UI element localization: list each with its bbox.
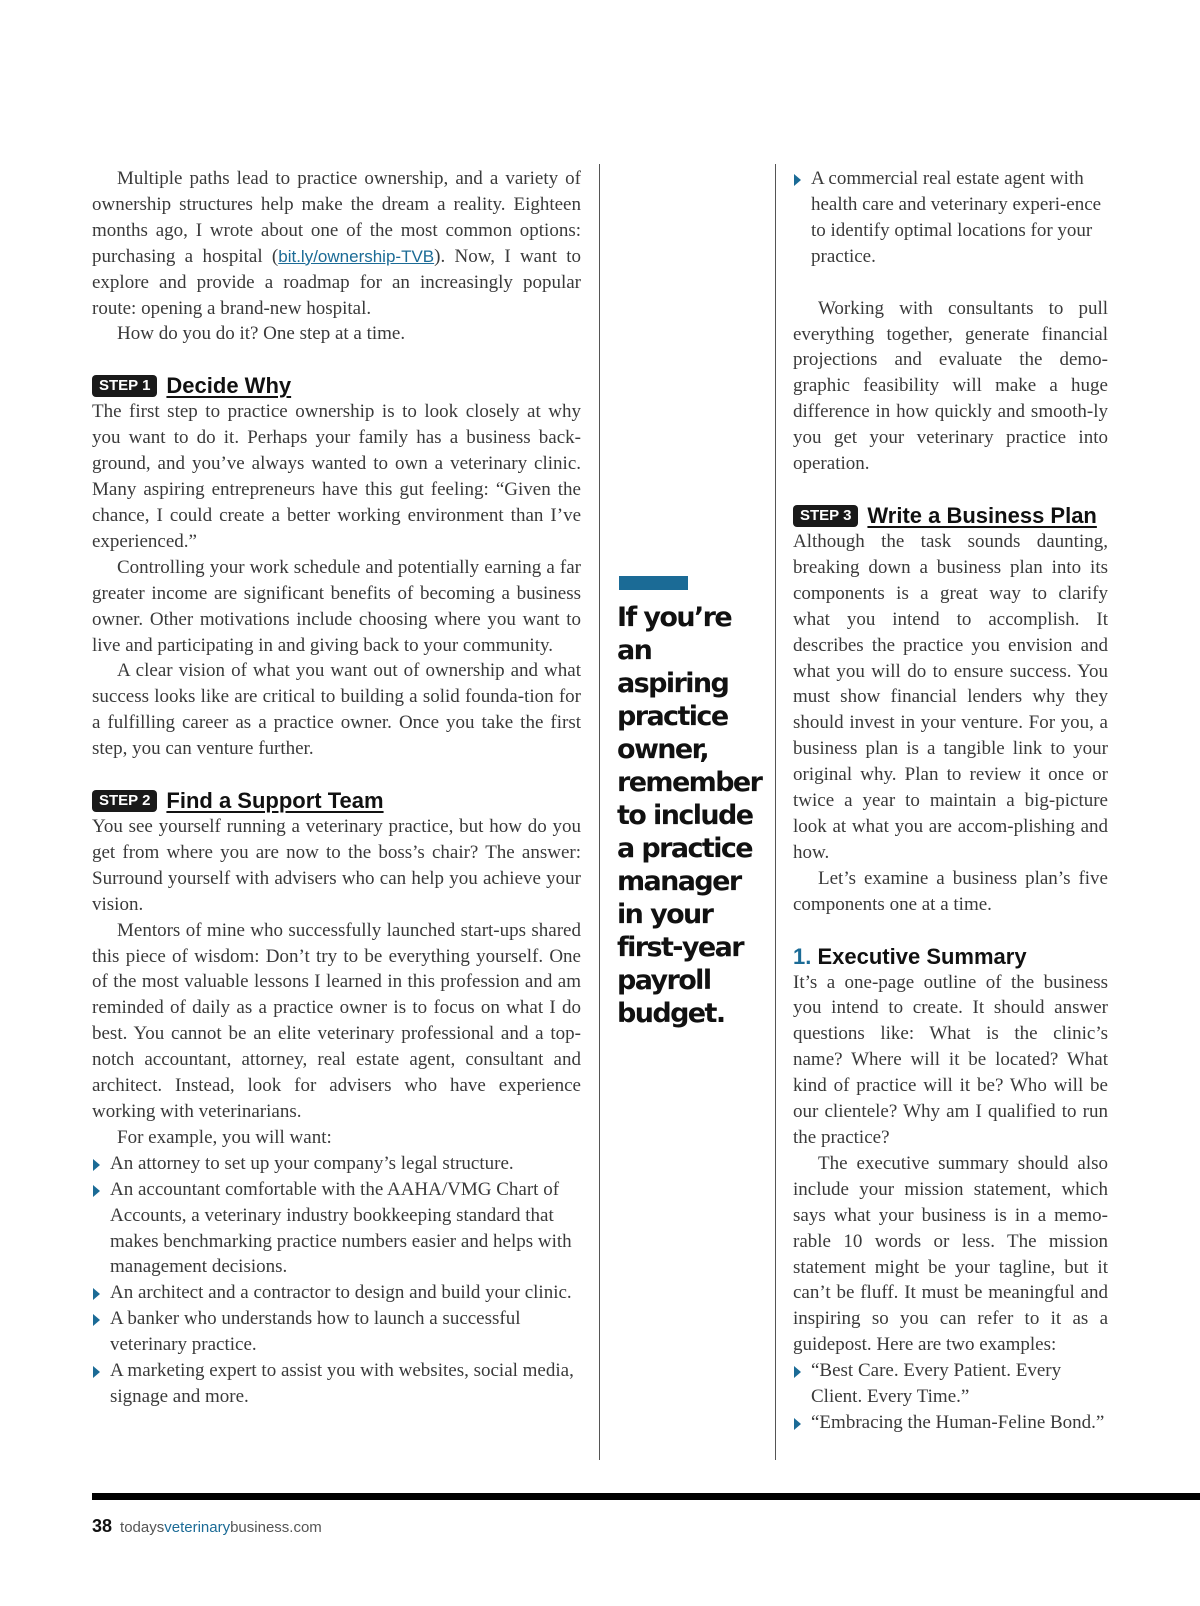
step1-paragraph: Controlling your work schedule and potentially earning a far greater income are significant benefits of becoming a business owner. Other motivations include choosing where you want to live and participating in and giving back to your community. (92, 556, 581, 656)
list-item: A commercial real estate agent with health care and veterinary experi-ence to identify optimal locations for your practice. (793, 166, 1108, 270)
step3-heading (793, 503, 1108, 529)
step2-paragraph: Mentors of mine who successfully launched start-ups shared this piece of wisdom: Don’t try to be everything yourself. One of the most valuable lessons I learned in this profession and am reminded of daily as a practice owner is to focus on what I do best. You cannot be an elite veterinary professional and a top-notch accountant, attorney, real estate agent, consultant and architect. Instead, look for advisers who have experience working with veterinarians. (92, 919, 581, 1122)
step3-badge: STEP 3 (793, 505, 858, 527)
pull-quote: If you’re an aspiring practice owner, remember to include a practice manager in your first-year payroll budget. (617, 602, 762, 1029)
footer (92, 1516, 322, 1537)
list-item: “Embracing the Human-Feline Bond.” (793, 1410, 1108, 1436)
column-divider (775, 164, 776, 1460)
advisers-list (92, 1151, 581, 1410)
executive-summary-heading (793, 944, 1108, 970)
step1-title: Decide Why (166, 373, 292, 399)
footer-rule (92, 1493, 1200, 1500)
list-item: A banker who understands how to launch a successful veterinary practice. (92, 1306, 581, 1358)
left-column (92, 166, 581, 1410)
step1-heading (92, 373, 581, 399)
executive-summary-paragraph: The executive summary should also include your mission statement, which says what your business is in a memo-rable 10 words or less. The mission statement might be your tagline, but it can’t be fluff. It must be meaningful and inspiring so you can refer to it as a guidepost. Here are two examples: (793, 1152, 1108, 1356)
intro-paragraph (92, 166, 581, 321)
pull-quote-bar (619, 576, 688, 590)
list-item: An attorney to set up your company’s legal structure. (92, 1151, 581, 1177)
list-item: An architect and a contractor to design and build your clinic. (92, 1280, 581, 1306)
mission-examples-list (793, 1358, 1108, 1436)
list-item: A marketing expert to assist you with websites, social media, signage and more. (92, 1358, 581, 1410)
site-name-accent: veterinary (164, 1519, 231, 1536)
intro-paragraph-2: How do you do it? One step at a time. (117, 323, 406, 345)
right-column (793, 166, 1108, 1436)
step1-paragraph: A clear vision of what you want out of ownership and what success looks like are critical to building a solid founda-tion for a fulfilling career as a practice owner. Once you take the first step, you can venture further. (92, 660, 581, 760)
advisers-list-continued (793, 166, 1108, 270)
page-number: 38 (92, 1516, 113, 1536)
step1-badge: STEP 1 (92, 375, 157, 397)
step2-title: Find a Support Team (166, 788, 384, 814)
list-item: An accountant comfortable with the AAHA/VMG Chart of Accounts, a veterinary industry bookkeeping standard that makes benchmarking practice numbers easier and helps with management decisions. (92, 1177, 581, 1281)
step3-paragraph: Let’s examine a business plan’s five components one at a time. (793, 867, 1108, 915)
step3-title: Write a Business Plan (867, 503, 1097, 529)
list-item: “Best Care. Every Patient. Every Client. Every Time.” (793, 1358, 1108, 1410)
step2-heading (92, 788, 581, 814)
step2-paragraph: You see yourself running a veterinary practice, but how do you get from where you are now to the boss’s chair? The answer: Surround yourself with advisers who can help you achieve your vision. (92, 816, 581, 915)
step2-badge: STEP 2 (92, 790, 157, 812)
executive-summary-title: Executive Summary (817, 943, 1027, 969)
executive-summary-number: 1. (793, 943, 812, 969)
ownership-link[interactable]: bit.ly/ownership-TVB (278, 246, 435, 266)
executive-summary-paragraph: It’s a one-page outline of the business you intend to create. It should answer questions like: What is the clinic’s name? Where will it be located? What kind of practice will it be? Who will be our clientele? Why am I qualified to run the practice? (793, 971, 1108, 1148)
consultants-paragraph: Working with consultants to pull everything together, generate financial projections and evaluate the demo-graphic feasibility will make a huge difference in how quickly and smooth-ly you get your veterinary practice into operation. (793, 297, 1108, 475)
intro-text-b: ). Now, I want to explore and provide a roadmap for an increasingly popular route: opening a brand-new hospital. (92, 245, 581, 319)
site-name-prefix: todays (120, 1519, 165, 1536)
step2-paragraph: For example, you will want: (117, 1126, 332, 1148)
step1-paragraph: The first step to practice ownership is to look closely at why you want to do it. Perhaps your family has a business back-ground, and you’ve always wanted to own a veterinary clinic. Many aspiring entrepreneurs have this gut feeling: “Given the chance, I could create a better working environment than I’ve experienced.” (92, 401, 581, 552)
step3-paragraph: Although the task sounds daunting, breaking down a business plan into its components is a great way to clarify what you intend to accomplish. It describes the practice you envision and what you will do to ensure success. You must show financial lenders why they should invest in your venture. For you, a business plan is a tangible link to your original why. Plan to review it once or twice a year to maintain a big-picture look at what you are accom-plishing and how. (793, 530, 1108, 863)
site-name-suffix: business.com (230, 1519, 322, 1536)
column-divider (599, 164, 600, 1460)
intro-text-a: Multiple paths lead to practice ownership, and a variety of ownership structures help make the dream a reality. Eighteen months ago, I wrote about one of the most common options: purchasing a hospital ( (92, 168, 581, 267)
